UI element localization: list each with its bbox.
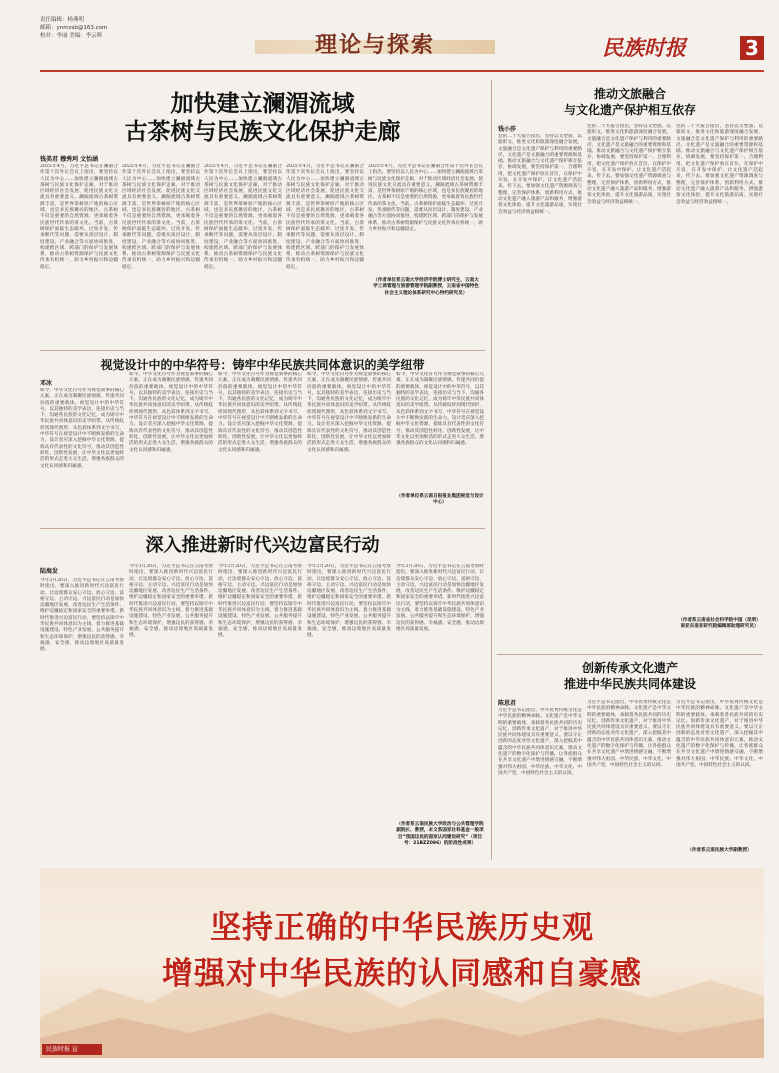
article-2-authors: 钱小莎 bbox=[498, 126, 517, 133]
page-number: 3 bbox=[745, 36, 759, 60]
article-2-title-line2: 与文化遗产保护相互依存 bbox=[563, 103, 696, 117]
article-4-title: 深入推进新时代兴边富民行动 bbox=[145, 535, 380, 556]
slogan-line-1: 坚持正确的中华民族历史观 bbox=[210, 910, 594, 946]
article-1-col-4: 2025年4月，习近平总书记在澜湄合作第十次外长会议上指出，要坚持以人民为中心……加快建立澜湄流域古茶树与民族文化保护走廊，对于推动区域经济社会发展、促进民族文化交流具有重要意义。澜湄流域古茶树资源丰富，是世界茶树原产地的核心区域，也是多民族聚居的地区。古茶树不仅是重要的自然资源，更承载着各民族世代传承的茶文化。当前，古茶树保护面临生态破坏、过度开发、传承断代等问题，需要从顶层设计、制度建设、产业融合等方面协同推进，构建跨区域、跨部门的保护与发展体系，推动古茶树资源保护与民族文化传承有机统一，助力乡村振兴和边疆稳定。 bbox=[286, 164, 364, 270]
masthead-rule bbox=[40, 70, 764, 72]
divider bbox=[497, 654, 763, 655]
masthead bbox=[0, 0, 779, 70]
article-4-authors: 陆海发 bbox=[40, 568, 59, 575]
article-1-author-note: （作者单位系云南大学经济学院博士研究生、云南大学工商管理与旅游管理学院副教授，云南省中国特色社会主义理论体系研究中心特约研究员） bbox=[373, 278, 479, 296]
article-5-title-line1: 创新传承文化遗产 bbox=[581, 661, 678, 675]
article-2-col-3: 党的二十大报告指出，坚持以文塑旅、以旅彰文，推进文化和旅游深度融合发展。文旅融合是文化遗产保护与利用的重要路径，文化遗产是文旅融合的重要资源和基础。推动文旅融合与文化遗产保护相互依存、协调发展，要坚持保护第一、合理利用，把文化遗产保护放在首位，在保护中开发，在开发中保护，让文化遗产活起来、传下去。要加强文化遗产资源调查与整理，完善保护体系，创新利用方式，推动文化遗产融入旅游产品和服务，增强游客文化体验，提升文化旅游品质，实现社会效益与经济效益相统一。 bbox=[676, 124, 763, 205]
article-5-col-2: 习近平总书记指出，中华优秀传统文化是中华民族的精神命脉。文化遗产是中华文明的重要载体，承载着各民族共同的历史记忆。创新传承文化遗产，对于推进中华民族共同体建设具有重要意义。要以守正创新的态度对待文化遗产，深入挖掘其中蕴含的中华民族共同体意识元素，推动文化遗产的数字化保护与传播，让各族群众在共享文化遗产中增进情感交融，不断增强对伟大祖国、中华民族、中华文化、中国共产党、中国特色社会主义的认同。 bbox=[587, 700, 671, 768]
article-2-title-line1: 推动文旅融合 bbox=[593, 87, 666, 101]
article-3-col-2: 如今，中华文化符号作为视觉叙事的核心元素，正在成为凝聚民族情感、传递共同价值的重要载体。视觉设计中的中华符号，以其独特的美学表达，连接历史与当下，沟通各民族的文化记忆，成为铸牢中华民族共同体意识的美学纽带。从传统纹样到现代图形，从色彩体系到文字书写，中华符号在视觉设计中不断焕发新的生命力。设计者应深入挖掘中华文化资源，提炼具有代表性的文化符号，推动其创造性转化、创新性发展，让中华文化以更加鲜活的形式走进大众生活，增强各族群众的文化认同感和归属感。 bbox=[129, 372, 213, 453]
article-4-col-1: 今年3月20日，习近平总书记在云南考察时指出，要深入推进新时代兴边富民行动，让边境群众安心守边、放心守边、富裕守边、主动守边。兴边富民行动是加快边疆地区发展、改善边民生产生活条件、维护边疆稳定和国家安全的重要举措。新时代推进兴边富民行动，要坚持以铸牢中华民族共同体意识为主线，着力推进基础设施建设、特色产业发展、公共服务提升和生态环境保护，增强边民的获得感、幸福感、安全感，推动边境地区高质量发展。 bbox=[40, 578, 124, 653]
article-4-col-2: 今年3月20日，习近平总书记在云南考察时指出，要深入推进新时代兴边富民行动，让边境群众安心守边、放心守边、富裕守边、主动守边。兴边富民行动是加快边疆地区发展、改善边民生产生活条件、维护边疆稳定和国家安全的重要举措。新时代推进兴边富民行动，要坚持以铸牢中华民族共同体意识为主线，着力推进基础设施建设、特色产业发展、公共服务提升和生态环境保护，增强边民的获得感、幸福感、安全感，推动边境地区高质量发展。 bbox=[129, 564, 213, 639]
article-3-author-note: （作者单位系云南日报报业集团视觉与设计中心） bbox=[396, 494, 484, 506]
article-1-col-3: 2025年4月，习近平总书记在澜湄合作第十次外长会议上指出，要坚持以人民为中心……加快建立澜湄流域古茶树与民族文化保护走廊，对于推动区域经济社会发展、促进民族文化交流具有重要意义。澜湄流域古茶树资源丰富，是世界茶树原产地的核心区域，也是多民族聚居的地区。古茶树不仅是重要的自然资源，更承载着各民族世代传承的茶文化。当前，古茶树保护面临生态破坏、过度开发、传承断代等问题，需要从顶层设计、制度建设、产业融合等方面协同推进，构建跨区域、跨部门的保护与发展体系，推动古茶树资源保护与民族文化传承有机统一，助力乡村振兴和边疆稳定。 bbox=[204, 164, 282, 270]
article-5-author-note: （作者系云南民族大学副教授） bbox=[687, 848, 752, 853]
footer-label: 民族时报 宣 bbox=[46, 1046, 78, 1053]
editor-credits bbox=[40, 16, 107, 40]
article-2-author-note: （作者系云南省社会科学院中国（昆明）南亚东南亚研究院编辑部助理研究员） bbox=[678, 618, 761, 630]
proof-line: 校对：李丽 美编：李云辉 bbox=[40, 33, 103, 39]
paper-name: 民族时报 bbox=[602, 36, 686, 60]
article-3-col-3: 如今，中华文化符号作为视觉叙事的核心元素，正在成为凝聚民族情感、传递共同价值的重要载体。视觉设计中的中华符号，以其独特的美学表达，连接历史与当下，沟通各民族的文化记忆，成为铸牢中华民族共同体意识的美学纽带。从传统纹样到现代图形，从色彩体系到文字书写，中华符号在视觉设计中不断焕发新的生命力。设计者应深入挖掘中华文化资源，提炼具有代表性的文化符号，推动其创造性转化、创新性发展，让中华文化以更加鲜活的形式走进大众生活，增强各族群众的文化认同感和归属感。 bbox=[218, 372, 302, 453]
divider bbox=[40, 350, 485, 351]
article-1-title-line1: 加快建立澜湄流域 bbox=[170, 91, 355, 117]
article-5-col-1: 习近平总书记指出，中华优秀传统文化是中华民族的精神命脉。文化遗产是中华文明的重要载体，承载着各民族共同的历史记忆。创新传承文化遗产，对于推进中华民族共同体建设具有重要意义。要以守正创新的态度对待文化遗产，深入挖掘其中蕴含的中华民族共同体意识元素，推动文化遗产的数字化保护与传播，让各族群众在共享文化遗产中增进情感交融，不断增强对伟大祖国、中华民族、中华文化、中国共产党、中国特色社会主义的认同。 bbox=[498, 708, 582, 776]
section-title: 理论与探索 bbox=[314, 33, 435, 58]
article-4-col-3: 今年3月20日，习近平总书记在云南考察时指出，要深入推进新时代兴边富民行动，让边境群众安心守边、放心守边、富裕守边、主动守边。兴边富民行动是加快边疆地区发展、改善边民生产生活条件、维护边疆稳定和国家安全的重要举措。新时代推进兴边富民行动，要坚持以铸牢中华民族共同体意识为主线，着力推进基础设施建设、特色产业发展、公共服务提升和生态环境保护，增强边民的获得感、幸福感、安全感，推动边境地区高质量发展。 bbox=[218, 564, 302, 639]
article-3-col-1: 如今，中华文化符号作为视觉叙事的核心元素，正在成为凝聚民族情感、传递共同价值的重要载体。视觉设计中的中华符号，以其独特的美学表达，连接历史与当下，沟通各民族的文化记忆，成为铸牢中华民族共同体意识的美学纽带。从传统纹样到现代图形，从色彩体系到文字书写，中华符号在视觉设计中不断焕发新的生命力。设计者应深入挖掘中华文化资源，提炼具有代表性的文化符号，推动其创造性转化、创新性发展，让中华文化以更加鲜活的形式走进大众生活，增强各族群众的文化认同感和归属感。 bbox=[40, 388, 124, 469]
article-4-author-note: （作者系云南民族大学政治与公共管理学院副院长、教授，本文系国家社科基金一般项目“我国边民的国家认同建设研究”（项目号：21BZZ096）的阶段性成果） bbox=[396, 822, 484, 847]
editor-line: 责任编辑：杨燕明 bbox=[40, 17, 85, 23]
article-1-col-1: 2025年4月，习近平总书记在澜湄合作第十次外长会议上指出，要坚持以人民为中心……加快建立澜湄流域古茶树与民族文化保护走廊，对于推动区域经济社会发展、促进民族文化交流具有重要意义。澜湄流域古茶树资源丰富，是世界茶树原产地的核心区域，也是多民族聚居的地区。古茶树不仅是重要的自然资源，更承载着各民族世代传承的茶文化。当前，古茶树保护面临生态破坏、过度开发、传承断代等问题，需要从顶层设计、制度建设、产业融合等方面协同推进，构建跨区域、跨部门的保护与发展体系，推动古茶树资源保护与民族文化传承有机统一，助力乡村振兴和边疆稳定。 bbox=[40, 164, 118, 270]
article-3-col-4: 如今，中华文化符号作为视觉叙事的核心元素，正在成为凝聚民族情感、传递共同价值的重要载体。视觉设计中的中华符号，以其独特的美学表达，连接历史与当下，沟通各民族的文化记忆，成为铸牢中华民族共同体意识的美学纽带。从传统纹样到现代图形，从色彩体系到文字书写，中华符号在视觉设计中不断焕发新的生命力。设计者应深入挖掘中华文化资源，提炼具有代表性的文化符号，推动其创造性转化、创新性发展，让中华文化以更加鲜活的形式走进大众生活，增强各族群众的文化认同感和归属感。 bbox=[307, 372, 391, 453]
article-1-title-line2: 古茶树与民族文化保护走廊 bbox=[124, 119, 401, 145]
article-3-col-5: 如今，中华文化符号作为视觉叙事的核心元素，正在成为凝聚民族情感、传递共同价值的重要载体。视觉设计中的中华符号，以其独特的美学表达，连接历史与当下，沟通各民族的文化记忆，成为铸牢中华民族共同体意识的美学纽带。从传统纹样到现代图形，从色彩体系到文字书写，中华符号在视觉设计中不断焕发新的生命力。设计者应深入挖掘中华文化资源，提炼具有代表性的文化符号，推动其创造性转化、创新性发展，让中华文化以更加鲜活的形式走进大众生活，增强各族群众的文化认同感和归属感。 bbox=[396, 372, 484, 447]
article-4-col-5: 今年3月20日，习近平总书记在云南考察时指出，要深入推进新时代兴边富民行动，让边境群众安心守边、放心守边、富裕守边、主动守边。兴边富民行动是加快边疆地区发展、改善边民生产生活条件、维护边疆稳定和国家安全的重要举措。新时代推进兴边富民行动，要坚持以铸牢中华民族共同体意识为主线，着力推进基础设施建设、特色产业发展、公共服务提升和生态环境保护，增强边民的获得感、幸福感、安全感，推动边境地区高质量发展。 bbox=[396, 564, 484, 632]
article-2-col-1: 党的二十大报告指出，坚持以文塑旅、以旅彰文，推进文化和旅游深度融合发展。文旅融合是文化遗产保护与利用的重要路径，文化遗产是文旅融合的重要资源和基础。推动文旅融合与文化遗产保护相互依存、协调发展，要坚持保护第一、合理利用，把文化遗产保护放在首位，在保护中开发，在开发中保护，让文化遗产活起来、传下去。要加强文化遗产资源调查与整理，完善保护体系，创新利用方式，推动文化遗产融入旅游产品和服务，增强游客文化体验，提升文化旅游品质，实现社会效益与经济效益相统一。 bbox=[498, 134, 582, 215]
article-5-title-line2: 推进中华民族共同体建设 bbox=[563, 677, 696, 691]
article-5-col-3: 习近平总书记指出，中华优秀传统文化是中华民族的精神命脉。文化遗产是中华文明的重要载体，承载着各民族共同的历史记忆。创新传承文化遗产，对于推进中华民族共同体建设具有重要意义。要以守正创新的态度对待文化遗产，深入挖掘其中蕴含的中华民族共同体意识元素，推动文化遗产的数字化保护与传播，让各族群众在共享文化遗产中增进情感交融，不断增强对伟大祖国、中华民族、中华文化、中国共产党、中国特色社会主义的认同。 bbox=[676, 700, 763, 768]
slogan-line-2: 增强对中华民族的认同感和自豪感 bbox=[162, 956, 642, 992]
divider bbox=[40, 528, 485, 529]
article-1-authors: 钱美君 穆秀珂 文怡涵 bbox=[40, 156, 99, 163]
article-4-col-4: 今年3月20日，习近平总书记在云南考察时指出，要深入推进新时代兴边富民行动，让边境群众安心守边、放心守边、富裕守边、主动守边。兴边富民行动是加快边疆地区发展、改善边民生产生活条件、维护边疆稳定和国家安全的重要举措。新时代推进兴边富民行动，要坚持以铸牢中华民族共同体意识为主线，着力推进基础设施建设、特色产业发展、公共服务提升和生态环境保护，增强边民的获得感、幸福感、安全感，推动边境地区高质量发展。 bbox=[307, 564, 391, 639]
article-1-col-2: 2025年4月，习近平总书记在澜湄合作第十次外长会议上指出，要坚持以人民为中心……加快建立澜湄流域古茶树与民族文化保护走廊，对于推动区域经济社会发展、促进民族文化交流具有重要意义。澜湄流域古茶树资源丰富，是世界茶树原产地的核心区域，也是多民族聚居的地区。古茶树不仅是重要的自然资源，更承载着各民族世代传承的茶文化。当前，古茶树保护面临生态破坏、过度开发、传承断代等问题，需要从顶层设计、制度建设、产业融合等方面协同推进，构建跨区域、跨部门的保护与发展体系，推动古茶树资源保护与民族文化传承有机统一，助力乡村振兴和边疆稳定。 bbox=[122, 164, 200, 270]
slogan-banner bbox=[40, 868, 764, 1058]
article-3-authors: 邓冰 bbox=[40, 380, 53, 387]
section-banner bbox=[255, 30, 495, 62]
article-1-col-5: 2025年4月，习近平总书记在澜湄合作第十次外长会议上指出，要坚持以人民为中心……加快建立澜湄流域古茶树与民族文化保护走廊，对于推动区域经济社会发展、促进民族文化交流具有重要意义。澜湄流域古茶树资源丰富，是世界茶树原产地的核心区域，也是多民族聚居的地区。古茶树不仅是重要的自然资源，更承载着各民族世代传承的茶文化。当前，古茶树保护面临生态破坏、过度开发、传承断代等问题，需要从顶层设计、制度建设、产业融合等方面协同推进，构建跨区域、跨部门的保护与发展体系，推动古茶树资源保护与民族文化传承有机统一，助力乡村振兴和边疆稳定。 bbox=[368, 164, 483, 232]
article-2-col-2: 党的二十大报告指出，坚持以文塑旅、以旅彰文，推进文化和旅游深度融合发展。文旅融合是文化遗产保护与利用的重要路径，文化遗产是文旅融合的重要资源和基础。推动文旅融合与文化遗产保护相互依存、协调发展，要坚持保护第一、合理利用，把文化遗产保护放在首位，在保护中开发，在开发中保护，让文化遗产活起来、传下去。要加强文化遗产资源调查与整理，完善保护体系，创新利用方式，推动文化遗产融入旅游产品和服务，增强游客文化体验，提升文化旅游品质，实现社会效益与经济效益相统一。 bbox=[587, 124, 671, 205]
email-line: 邮箱：ynmzsb@163.com bbox=[40, 25, 108, 31]
article-3-title: 视觉设计中的中华符号：铸牢中华民族共同体意识的美学纽带 bbox=[100, 358, 425, 372]
article-5-authors: 陈思君 bbox=[498, 700, 517, 707]
column-divider bbox=[491, 80, 492, 860]
